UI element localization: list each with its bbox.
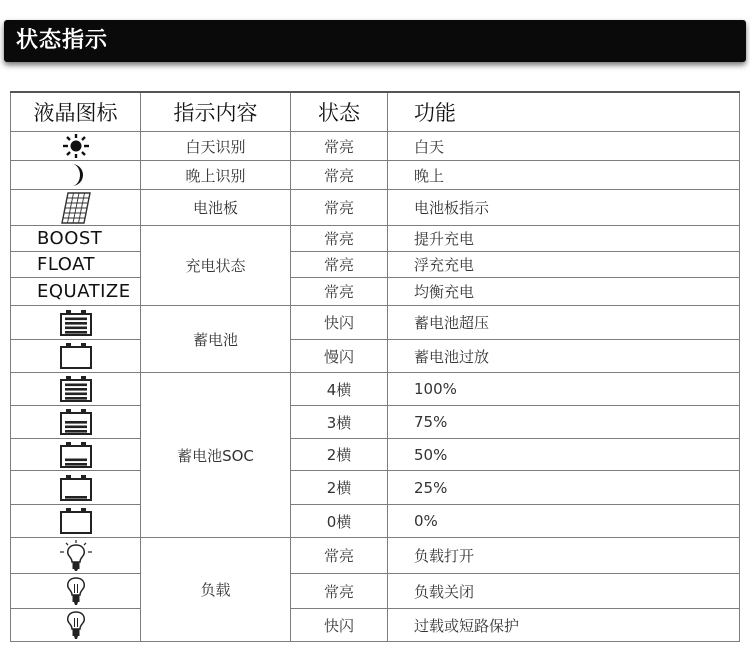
func-soc3: 75% [388,406,740,439]
desc-soc: 蓄电池SOC [141,373,291,538]
state-panel: 常亮 [291,190,388,226]
section-banner: 状态指示 [4,20,746,62]
battery-bar [65,331,87,334]
state-night: 常亮 [291,161,388,190]
solar-panel-icon [11,190,141,226]
state-day: 常亮 [291,132,388,161]
func-load-fault: 过载或短路保护 [388,609,740,642]
state-soc3: 3横 [291,406,388,439]
table-row [11,190,740,226]
table-row [11,538,740,574]
moon-icon [11,161,141,190]
battery-bar [65,388,87,391]
func-soc4: 100% [388,373,740,406]
desc-battery: 蓄电池 [141,306,291,373]
battery-bar [65,458,87,461]
state-soc0: 0横 [291,505,388,538]
state-soc1: 2横 [291,471,388,505]
state-float: 常亮 [291,252,388,278]
header-lcd-icon: 液晶图标 [11,92,141,132]
func-soc0: 0% [388,505,740,538]
func-equalize: 均衡充电 [388,278,740,306]
state-bat-over: 快闪 [291,306,388,340]
battery-0bar-icon [11,505,141,538]
float-label: FLOAT [11,252,141,278]
battery-bar [65,384,87,387]
battery-bar [65,426,87,429]
bulb-icon [11,574,141,609]
battery-bar [65,397,87,400]
battery-empty-icon [11,340,141,373]
table-row [11,471,740,505]
func-load-off: 负载关闭 [388,574,740,609]
status-indicator-table [10,91,740,642]
battery-3bar-icon [11,406,141,439]
equalize-label: EQUATIZE [11,278,141,306]
table-row [11,161,740,190]
func-panel: 电池板指示 [388,190,740,226]
header-state: 状态 [291,92,388,132]
battery-bar [65,430,87,433]
desc-panel: 电池板 [141,190,291,226]
battery-1bar-icon [11,471,141,505]
state-load-off: 常亮 [291,574,388,609]
battery-bar [65,317,87,320]
battery-body [61,512,91,533]
battery-bar [65,463,87,466]
table-row [11,306,740,340]
table-row [11,406,740,439]
state-soc4: 4横 [291,373,388,406]
battery-4bar-icon [11,373,141,406]
table-row [11,340,740,373]
desc-charge-state: 充电状态 [141,226,291,306]
state-soc2: 2横 [291,439,388,471]
battery-bar [65,393,87,396]
func-bat-under: 蓄电池过放 [388,340,740,373]
table-row [11,132,740,161]
battery-bar [65,322,87,325]
table-row [11,252,740,278]
state-load-fault: 快闪 [291,609,388,642]
boost-label: BOOST [11,226,141,252]
table-row [11,373,740,406]
table-row [11,278,740,306]
battery-full-icon [11,306,141,340]
header-function: 功能 [388,92,740,132]
func-night: 晚上 [388,161,740,190]
state-load-on: 常亮 [291,538,388,574]
func-soc2: 50% [388,439,740,471]
table-header-row [11,92,740,132]
battery-bar [65,326,87,329]
table-row [11,439,740,471]
func-boost: 提升充电 [388,226,740,252]
bulb-icon [11,609,141,642]
battery-bar [65,496,87,499]
sun-icon [11,132,141,161]
header-content: 指示内容 [141,92,291,132]
state-bat-under: 慢闪 [291,340,388,373]
func-float: 浮充充电 [388,252,740,278]
desc-load: 负载 [141,538,291,642]
state-boost: 常亮 [291,226,388,252]
bulb-lit-icon [11,538,141,574]
battery-body [61,347,91,368]
table-row [11,226,740,252]
desc-night: 晚上识别 [141,161,291,190]
table-row [11,505,740,538]
table-row [11,609,740,642]
func-load-on: 负载打开 [388,538,740,574]
func-day: 白天 [388,132,740,161]
battery-2bar-icon [11,439,141,471]
func-bat-over: 蓄电池超压 [388,306,740,340]
table-row [11,574,740,609]
battery-bar [65,421,87,424]
desc-day: 白天识别 [141,132,291,161]
state-equalize: 常亮 [291,278,388,306]
func-soc1: 25% [388,471,740,505]
